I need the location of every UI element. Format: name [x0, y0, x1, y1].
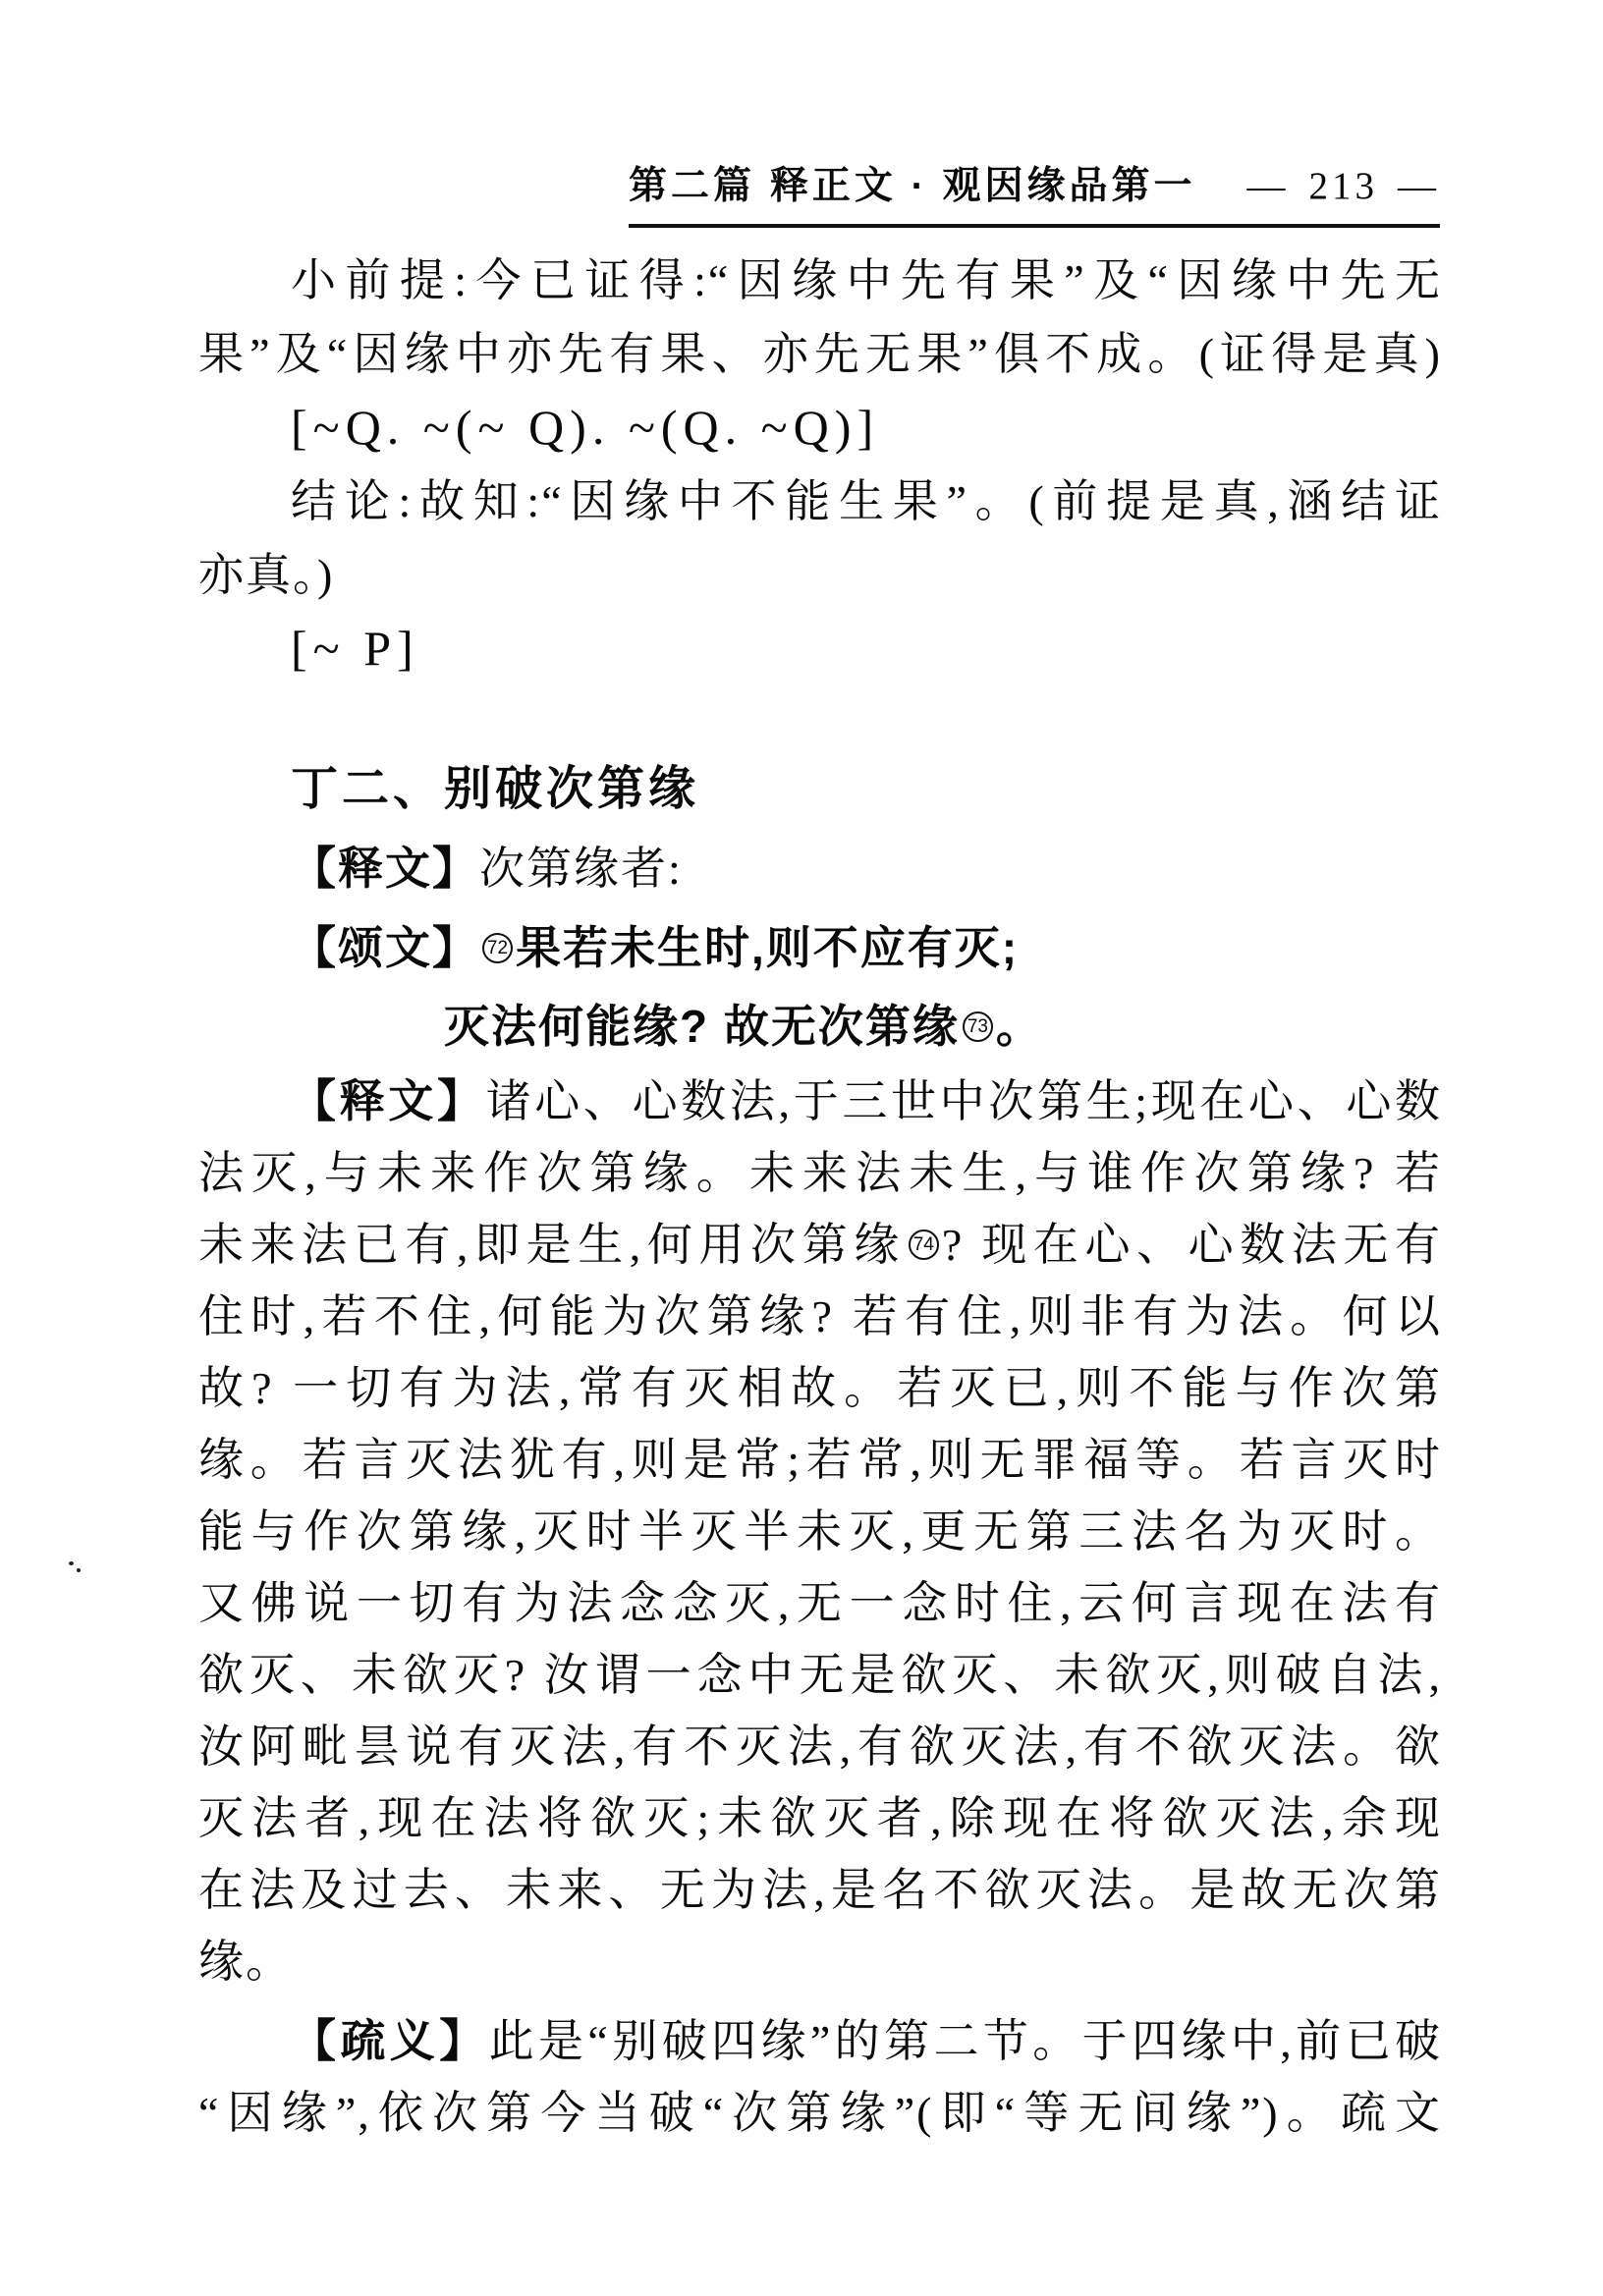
running-head-title: 第二篇 释正文 · 观因缘品第一	[629, 165, 1196, 207]
shiwen-body-line-4: 住时,若不住,何能为次第缘? 若有住,则非有为法。何以	[198, 1291, 1442, 1341]
shiwen-body-line-7: 能与作次第缘,灭时半灭半未灭,更无第三法名为灭时。	[198, 1506, 1442, 1557]
running-head	[629, 155, 1440, 228]
verse-line-1	[198, 908, 1442, 987]
shuyi-text-1: 此是“别破四缘”的第二节。于四缘中,前已破	[488, 2016, 1442, 2066]
shuyi-line-2: “因缘”,依次第今当破“次第缘”(即“等无间缘”)。疏文	[198, 2088, 1442, 2138]
shiwen-body-line-8: 又佛说一切有为法念念灭,无一念时住,云何言现在法有	[198, 1578, 1442, 1628]
shiwen-body-line-6: 缘。若言灭法犹有,则是常;若常,则无罪福等。若言灭时	[198, 1435, 1442, 1485]
logic-formula-2: [~ P]	[291, 621, 419, 676]
text-block	[198, 244, 1442, 2149]
scan-artifact-dot	[69, 1561, 74, 1565]
conclusion-line-1: 结论:故知:“因缘中不能生果”。(前提是真,涵结证	[291, 476, 1442, 526]
shiwen-body-line-12: 在法及过去、未来、无为法,是名不欲灭法。是故无次第	[198, 1865, 1442, 1915]
shiwen-body-text-3a: 未来法已有,即是生,何用次第缘	[198, 1220, 906, 1270]
footnote-marker-73: 73	[963, 1011, 993, 1042]
logic-formula-1: [~Q. ~(~ Q). ~(Q. ~Q)]	[291, 400, 880, 455]
page-number-dash-left: —	[1246, 165, 1290, 207]
shiwen-body-text-3b: ? 现在心、心数法无有	[941, 1220, 1443, 1270]
shuyi-label: 【疏义】	[291, 2015, 489, 2066]
conclusion-line-2: 亦真。)	[198, 550, 335, 600]
shiwen-body-line-3	[198, 1209, 1442, 1281]
page-number: 213	[1308, 165, 1378, 207]
shiwen-intro-label: 【释文】	[291, 843, 479, 894]
shiwen-body-line-2: 法灭,与未来作次第缘。未来法未生,与谁作次第缘? 若	[198, 1148, 1442, 1198]
shiwen-body-text-1: 诸心、心数法,于三世中次第生;现在心、心数	[485, 1076, 1443, 1126]
shiwen-intro-line	[198, 829, 1442, 908]
scan-artifact-dot-2	[77, 1568, 81, 1572]
shuyi-line-1	[198, 2005, 1442, 2077]
page-number-group	[1247, 164, 1441, 208]
premise-line-2: 果”及“因缘中亦先有果、亦先无果”俱不成。(证得是真)	[198, 329, 1442, 379]
shiwen-body-line-10: 汝阿毗昙说有灭法,有不灭法,有欲灭法,有不欲灭法。欲	[198, 1722, 1442, 1772]
footnote-marker-72: 72	[482, 933, 513, 963]
verse-text-2-end: 。	[995, 1001, 1043, 1052]
shiwen-body-line-13: 缘。	[198, 1937, 293, 1987]
shiwen-body-line-5: 故? 一切有为法,常有灭相故。若灭已,则不能与作次第	[198, 1363, 1442, 1413]
verse-text-1: 果若未生时,则不应有灭;	[516, 922, 1020, 973]
shiwen-intro-text: 次第缘者:	[479, 844, 683, 894]
shiwen-body-line-1	[198, 1066, 1442, 1137]
verse-line-2	[198, 987, 1442, 1066]
footnote-marker-74: 74	[909, 1230, 939, 1260]
shiwen-body-line-9: 欲灭、未欲灭? 汝谓一念中无是欲灭、未欲灭,则破自法,	[198, 1650, 1442, 1700]
premise-line-1: 小前提:今已证得:“因缘中先有果”及“因缘中先无	[291, 255, 1442, 305]
section-heading: 丁二、别破次第缘	[291, 763, 700, 815]
shiwen-body-line-11: 灭法者,现在法将欲灭;未欲灭者,除现在将欲灭法,余现	[198, 1793, 1442, 1843]
shiwen-body-label: 【释文】	[291, 1075, 486, 1126]
verse-text-2: 灭法何能缘? 故无次第缘	[444, 1001, 960, 1052]
songwen-label: 【颂文】	[291, 922, 479, 973]
page-number-dash-right: —	[1398, 165, 1440, 207]
